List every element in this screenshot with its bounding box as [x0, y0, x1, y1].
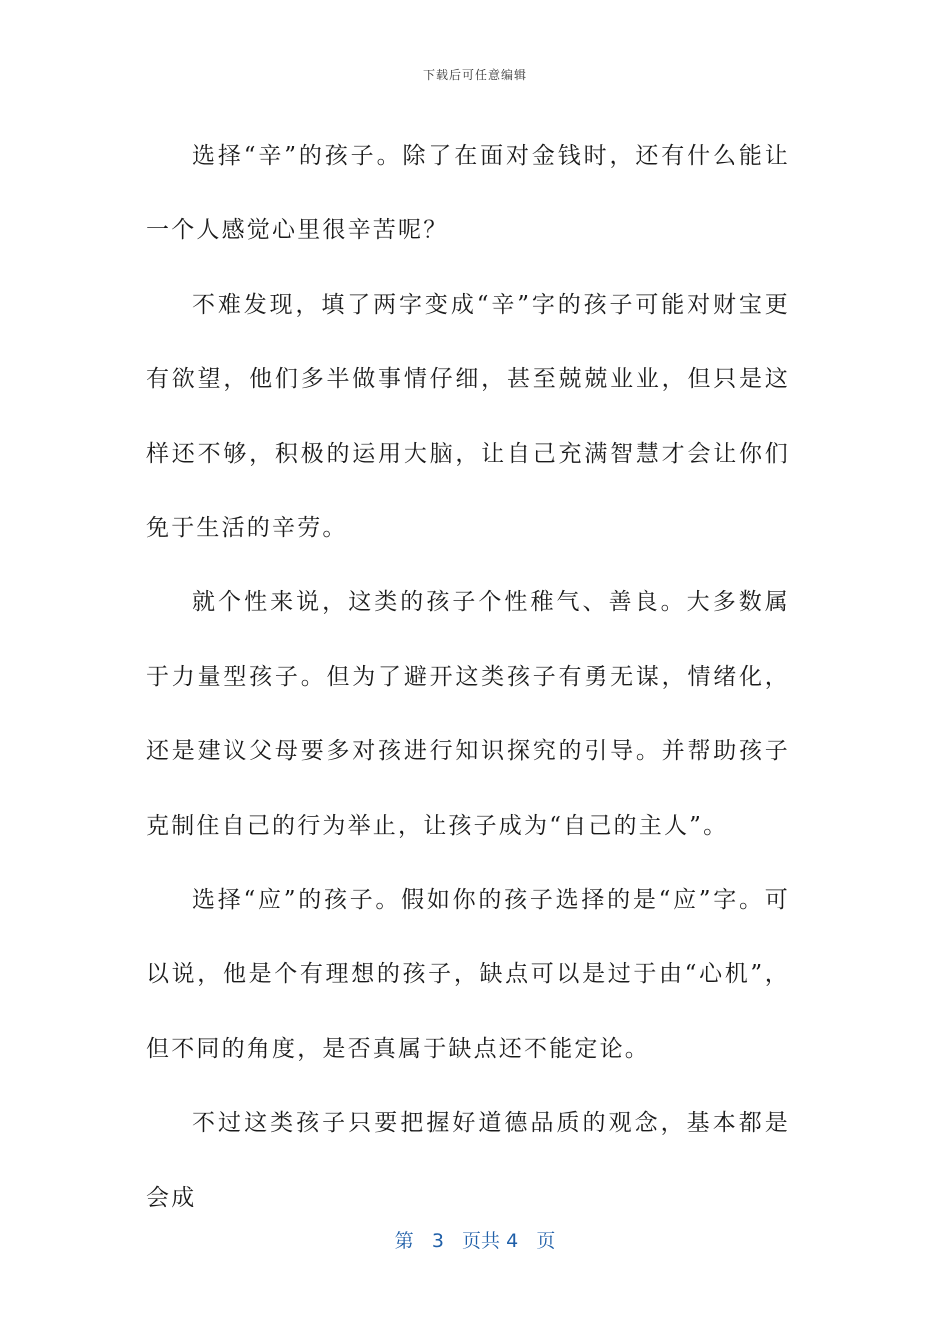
- footer-suffix: 页: [536, 1230, 556, 1252]
- footer-prefix: 第: [394, 1230, 414, 1252]
- page-header: 下载后可任意编辑: [422, 68, 527, 82]
- footer-middle: 页共: [462, 1230, 501, 1252]
- paragraph: 选择“应”的孩子。假如你的孩子选择的是“应”字。可以说，他是个有理想的孩子，缺点可以是过于由“心机”，但不同的角度，是否真属于缺点还不能定论。: [146, 887, 790, 1062]
- document-body: [146, 119, 790, 1235]
- paragraph: 不过这类孩子只要把握好道德品质的观念，基本都是会成: [146, 1110, 790, 1211]
- footer-current-page: 3: [431, 1230, 444, 1252]
- paragraph: 就个性来说，这类的孩子个性稚气、善良。大多数属于力量型孩子。但为了避开这类孩子有勇无谋，情绪化，还是建议父母要多对孩进行知识探究的引导。并帮助孩子克制住自己的行为举止，让孩子成为“自己的主人”。: [146, 589, 790, 839]
- paragraph: 选择“辛”的孩子。除了在面对金钱时，还有什么能让一个人感觉心里很辛苦呢？: [146, 143, 790, 244]
- footer-total-pages: 4: [506, 1230, 519, 1252]
- page-footer: [0, 1226, 950, 1253]
- paragraph: 不难发现，填了两字变成“辛”字的孩子可能对财宝更有欲望，他们多半做事情仔细，甚至兢兢业业，但只是这样还不够，积极的运用大脑，让自己充满智慧才会让你们免于生活的辛劳。: [146, 291, 790, 542]
